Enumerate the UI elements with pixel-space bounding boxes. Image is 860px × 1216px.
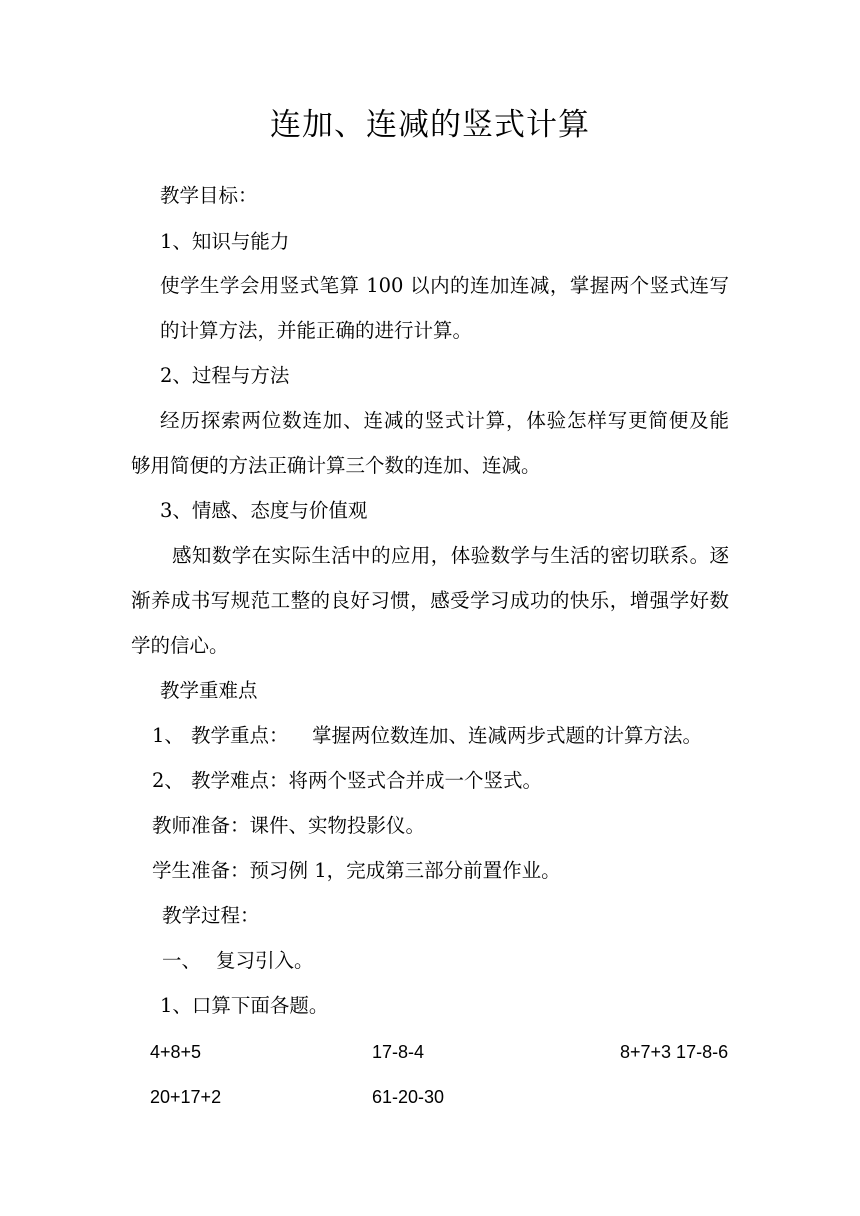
knowledge-heading: 1、知识与能力	[160, 230, 290, 253]
knowledge-text-line-2: 的计算方法，并能正确的进行计算。	[160, 319, 473, 342]
student-preparation: 学生准备：预习例 1，完成第三部分前置作业。	[152, 859, 561, 882]
step-1-text: 复习引入。	[216, 949, 314, 972]
document-title: 连加、连减的竖式计算	[270, 107, 590, 143]
key-point-1-text: 掌握两位数连加、连减两步式题的计算方法。	[312, 724, 703, 747]
exercise-item: 20+17+2	[150, 1087, 222, 1107]
exercise-item: 61-20-30	[372, 1087, 445, 1107]
exercise-item: 4+8+5	[150, 1042, 202, 1062]
key-point-2-number: 2、	[152, 769, 184, 792]
emotion-text-line-2: 渐养成书写规范工整的良好习惯，感受学习成功的快乐，增强学好数	[131, 589, 729, 612]
exercise-item: 8+7+3 17-8-6	[620, 1042, 729, 1062]
key-points-heading: 教学重难点	[160, 679, 258, 702]
step-1-number: 一、	[162, 949, 202, 972]
knowledge-text-line-1: 使学生学会用竖式笔算 100 以内的连加连减，掌握两个竖式连写	[160, 274, 729, 297]
teacher-preparation: 教师准备：课件、实物投影仪。	[152, 814, 426, 837]
process-method-line-2: 够用简便的方法正确计算三个数的连加、连减。	[131, 454, 541, 477]
sub-step-1: 1、口算下面各题。	[160, 994, 329, 1017]
teaching-process-heading: 教学过程：	[162, 904, 260, 927]
exercise-item: 17-8-4	[372, 1042, 425, 1062]
key-point-1-label: 教学重点：	[191, 724, 289, 747]
key-point-2-text: 教学难点：将两个竖式合并成一个竖式。	[191, 769, 543, 792]
emotion-text-line-1: 感知数学在实际生活中的应用，体验数学与生活的密切联系。逐	[172, 544, 729, 567]
objectives-heading: 教学目标：	[160, 184, 258, 207]
process-method-line-1: 经历探索两位数连加、连减的竖式计算，体验怎样写更简便及能	[160, 409, 729, 432]
emotion-heading: 3、情感、态度与价值观	[160, 499, 368, 522]
emotion-text-line-3: 学的信心。	[131, 634, 229, 657]
key-point-1-number: 1、	[152, 724, 184, 747]
process-method-heading: 2、过程与方法	[160, 364, 290, 387]
